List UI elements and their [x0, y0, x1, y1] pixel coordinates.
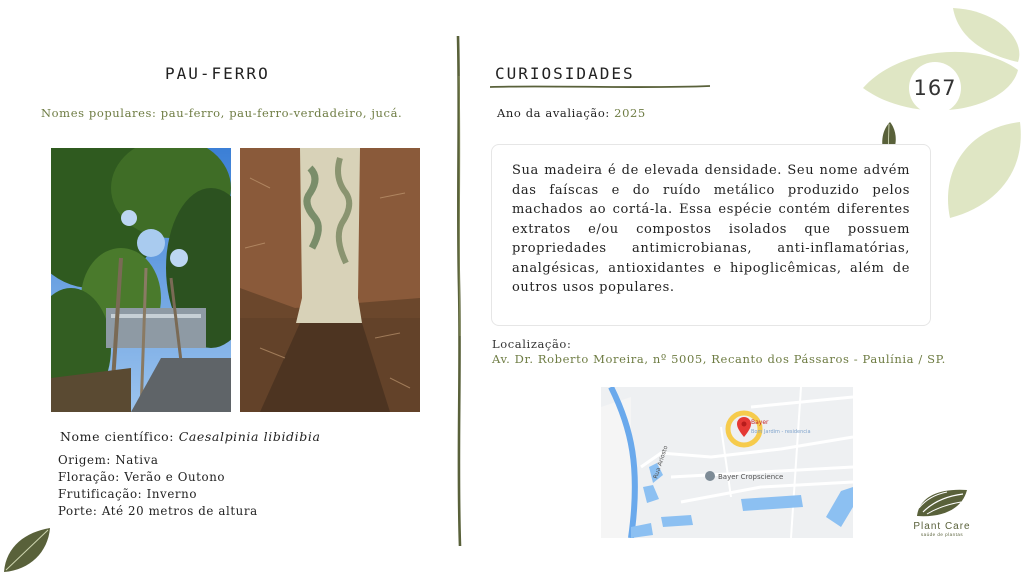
scientific-name-label: Nome científico:: [60, 429, 175, 444]
evaluation-year: [497, 106, 646, 120]
popular-names-label: Nomes populares:: [41, 106, 157, 120]
scientific-name-value: Caesalpinia libidibia: [178, 429, 321, 444]
map-road-label: Rua Ariosto: [652, 444, 670, 480]
evaluation-year-label: Ano da avaliação:: [497, 106, 610, 120]
description-text: Sua madeira é de elevada densidade. Seu nome advém das faíscas e do ruído metálico produzido pelos machados ao cortá-la. Essa espécie contém diferentes extratos e/ou compostos isolados que possuem propriedades antimicrobianas, anti-inflamatórias, analgésicas, antioxidantes e hipoglicêmicas, além de outros usos populares.: [512, 163, 910, 295]
curiosities-title: CURIOSIDADES: [495, 64, 635, 83]
fact-fruiting: Frutificação: Inverno: [58, 487, 198, 501]
species-title: PAU-FERRO: [165, 64, 270, 83]
evaluation-year-value: 2025: [614, 106, 646, 120]
plant-care-logo-icon: [913, 486, 973, 520]
fact-size: Porte: Até 20 metros de altura: [58, 504, 258, 518]
description-card: [491, 144, 931, 326]
location-label: Localização:: [492, 337, 572, 351]
location-address: Av. Dr. Roberto Moreira, nº 5005, Recanto dos Pássaros - Paulínia / SP.: [492, 352, 946, 366]
tree-canopy-photo: [51, 148, 231, 412]
fact-flowering: Floração: Verão e Outono: [58, 470, 226, 484]
map-place-label: Bayer Cropscience: [718, 473, 784, 481]
species-facts: [58, 452, 258, 520]
title-underline: [490, 84, 712, 90]
fact-origin: Origem: Nativa: [58, 453, 159, 467]
logo-name: Plant Care: [913, 521, 971, 532]
leaf-icon: [0, 524, 56, 576]
popular-names-value: pau-ferro, pau-ferro-verdadeiro, jucá.: [160, 106, 403, 120]
map-pin-label: Bayer: [751, 419, 769, 426]
column-divider: [452, 36, 466, 546]
logo-tagline: saúde de plantas: [920, 532, 964, 537]
popular-names: [41, 106, 402, 120]
page-number: 167: [913, 76, 957, 100]
tree-trunk-photo: [240, 148, 420, 412]
map-pin-sublabel: Bom Jardim - residencia: [751, 429, 811, 435]
location-map[interactable]: [601, 387, 853, 538]
scientific-name: [60, 429, 321, 444]
